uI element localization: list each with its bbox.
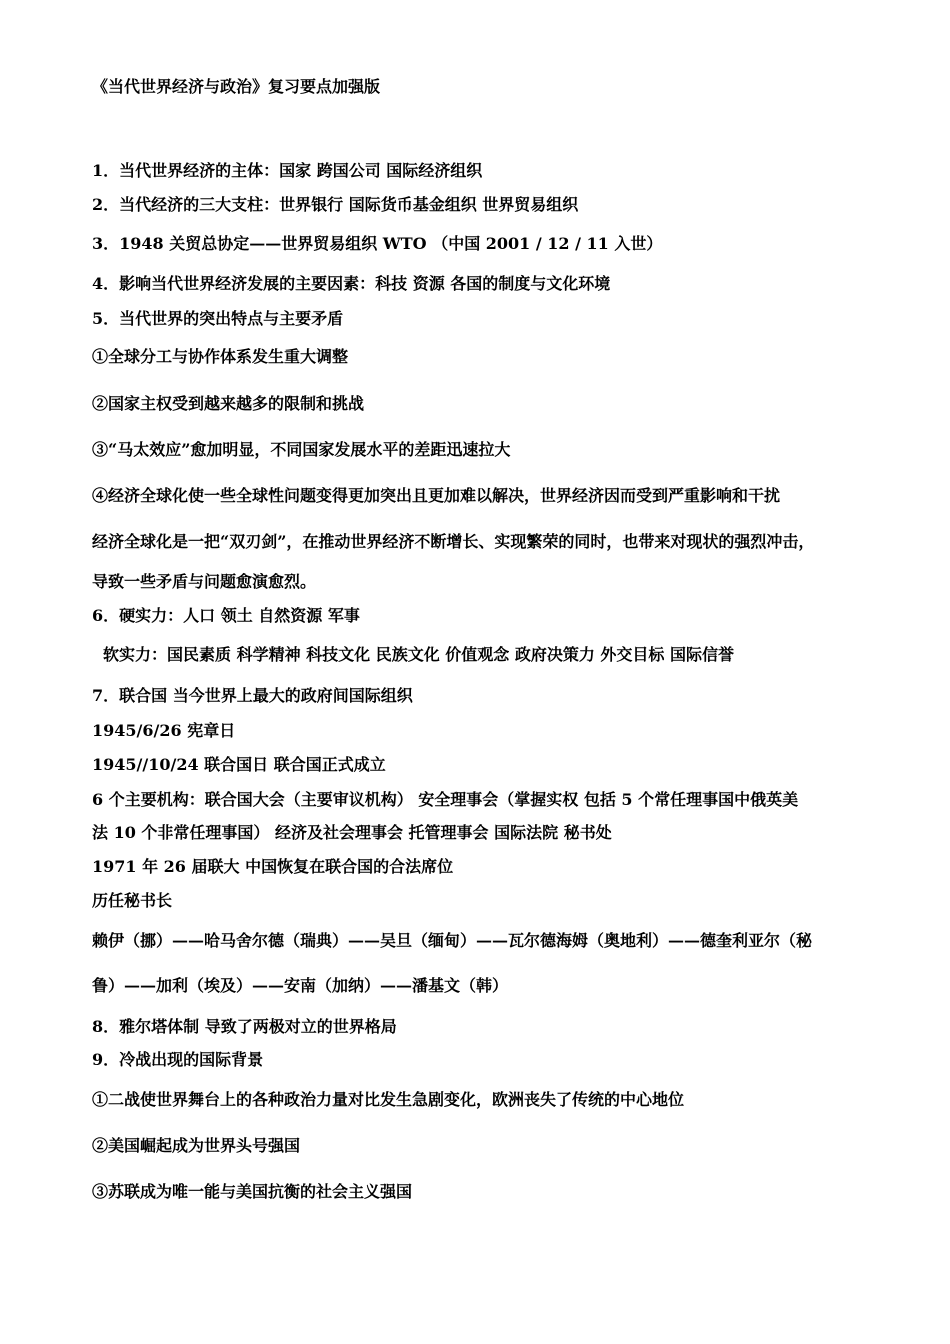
document-title: 《当代世界经济与政治》复习要点加强版 xyxy=(92,77,381,96)
line-18: 法 10 个非常任理事国） 经济及社会理事会 托管理事会 国际法院 秘书处 xyxy=(92,823,612,842)
line-9: ④经济全球化使一些全球性问题变得更加突出且更加难以解决，世界经济因而受到严重影响和干扰 xyxy=(92,486,781,505)
line-10: 经济全球化是一把“双刃剑”，在推动世界经济不断增长、实现繁荣的同时，也带来对现状的强烈冲击， xyxy=(92,532,815,551)
line-23: 8．雅尔塔体制 导致了两极对立的世界格局 xyxy=(92,1017,397,1036)
line-24: 9．冷战出现的国际背景 xyxy=(92,1050,264,1069)
line-3: 3．1948 关贸总协定——世界贸易组织 WTO （中国 2001 / 12 / 11 入世） xyxy=(92,234,663,253)
line-5: 5．当代世界的突出特点与主要矛盾 xyxy=(92,309,344,328)
line-22: 鲁）——加利（埃及）——安南（加纳）——潘基文（韩） xyxy=(92,976,509,995)
line-12: 6．硬实力：人口 领土 自然资源 军事 xyxy=(92,606,360,625)
line-7: ②国家主权受到越来越多的限制和挑战 xyxy=(92,394,365,413)
line-26: ②美国崛起成为世界头号强国 xyxy=(92,1136,301,1155)
line-1: 1．当代世界经济的主体：国家 跨国公司 国际经济组织 xyxy=(92,161,483,180)
line-21: 赖伊（挪）——哈马舍尔德（瑞典）——吴旦（缅甸）——瓦尔德海姆（奥地利）——德奎利亚尔（秘 xyxy=(92,931,813,950)
line-14: 7．联合国 当今世界上最大的政府间国际组织 xyxy=(92,686,413,705)
line-20: 历任秘书长 xyxy=(92,891,173,910)
line-2: 2．当代经济的三大支柱：世界银行 国际货币基金组织 世界贸易组织 xyxy=(92,195,579,214)
line-19: 1971 年 26 届联大 中国恢复在联合国的合法席位 xyxy=(92,857,454,876)
line-15: 1945/6/26 宪章日 xyxy=(92,721,236,740)
line-27: ③苏联成为唯一能与美国抗衡的社会主义强国 xyxy=(92,1182,413,1201)
line-13: 软实力：国民素质 科学精神 科技文化 民族文化 价值观念 政府决策力 外交目标 国际信誉 xyxy=(103,645,734,664)
line-11: 导致一些矛盾与问题愈演愈烈。 xyxy=(92,572,317,591)
line-25: ①二战使世界舞台上的各种政治力量对比发生急剧变化，欧洲丧失了传统的中心地位 xyxy=(92,1090,685,1109)
line-4: 4．影响当代世界经济发展的主要因素：科技 资源 各国的制度与文化环境 xyxy=(92,274,611,293)
line-17: 6 个主要机构：联合国大会（主要审议机构） 安全理事会（掌握实权 包括 5 个常任理事国中俄英美 xyxy=(92,790,799,809)
line-8: ③“马太效应”愈加明显，不同国家发展水平的差距迅速拉大 xyxy=(92,440,511,459)
line-6: ①全球分工与协作体系发生重大调整 xyxy=(92,347,349,366)
line-16: 1945//10/24 联合国日 联合国正式成立 xyxy=(92,755,386,774)
